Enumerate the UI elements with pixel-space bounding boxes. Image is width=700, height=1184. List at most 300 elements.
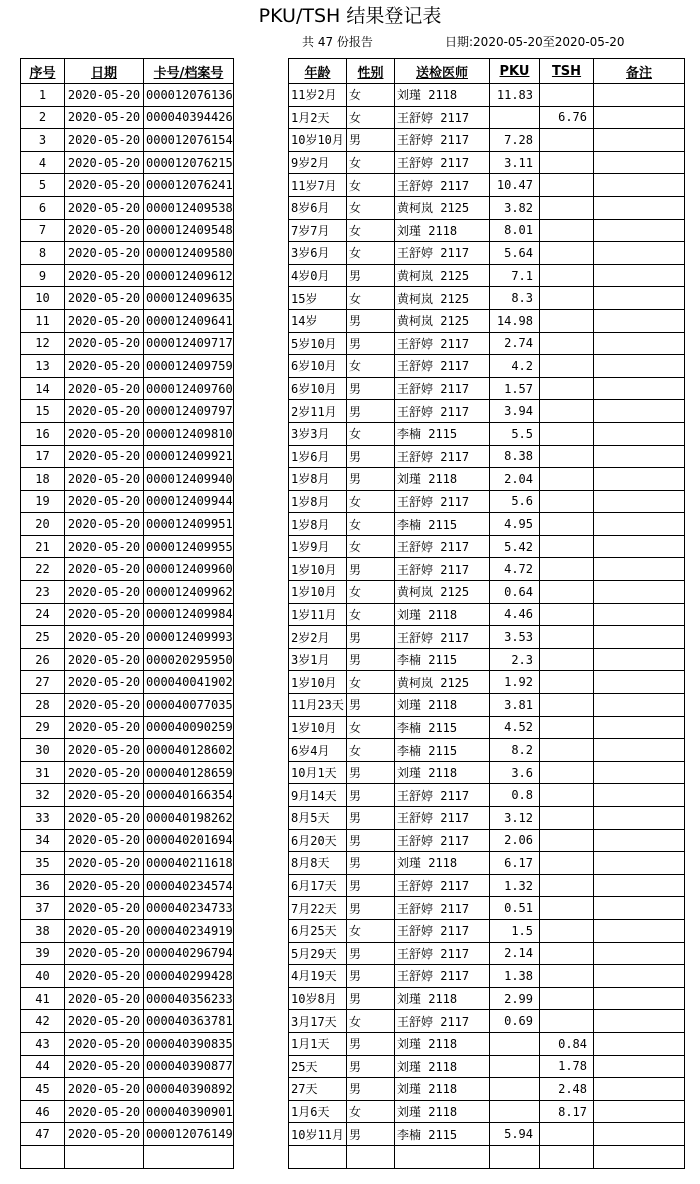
cell-index: 19 [21,490,65,513]
cell-gap [234,829,289,852]
cell-age: 6月20天 [289,829,347,852]
cell-card: 000040090259 [144,716,234,739]
cell-sex: 男 [347,400,395,423]
cell-sex: 男 [347,558,395,581]
cell-remark [594,581,685,604]
cell-gap [234,355,289,378]
cell-remark [594,1055,685,1078]
cell-card: 000012076149 [144,1123,234,1146]
cell-index: 16 [21,422,65,445]
cell-pku: 11.83 [490,84,540,107]
cell-gap [234,84,289,107]
table-row [21,852,685,875]
cell-doctor: 黄柯岚 2125 [395,264,490,287]
cell-gap [234,648,289,671]
cell-index: 34 [21,829,65,852]
cell-remark [594,490,685,513]
cell-doctor: 刘瑾 2118 [395,1078,490,1101]
cell-pku [490,106,540,129]
cell-age: 2岁11月 [289,400,347,423]
cell-tsh [540,716,594,739]
cell-sex: 女 [347,84,395,107]
cell-tsh [540,919,594,942]
cell-age: 8岁6月 [289,196,347,219]
cell-pku: 10.47 [490,174,540,197]
cell-pku: 7.28 [490,129,540,152]
cell-sex: 男 [347,468,395,491]
cell-tsh [540,874,594,897]
cell-date: 2020-05-20 [65,174,144,197]
cell-doctor: 王舒婷 2117 [395,400,490,423]
cell-index: 30 [21,739,65,762]
cell-index: 3 [21,129,65,152]
cell-remark [594,355,685,378]
table-row [21,490,685,513]
cell-doctor: 黄柯岚 2125 [395,287,490,310]
cell-card: 000012409760 [144,377,234,400]
cell-card: 000040394426 [144,106,234,129]
cell-pku: 6.17 [490,852,540,875]
cell-age: 4岁0月 [289,264,347,287]
cell-card: 000012409810 [144,422,234,445]
cell-pku: 1.5 [490,919,540,942]
cell-index: 22 [21,558,65,581]
cell-tsh [540,332,594,355]
table-row [21,942,685,965]
table-row [21,129,685,152]
cell-doctor: 王舒婷 2117 [395,558,490,581]
cell-index: 8 [21,242,65,265]
cell-index: 33 [21,807,65,830]
cell-remark [594,332,685,355]
cell-date: 2020-05-20 [65,581,144,604]
cell-age: 7月22天 [289,897,347,920]
cell-sex: 男 [347,264,395,287]
col-header-gap [234,59,289,84]
cell-gap [234,852,289,875]
cell-doctor: 王舒婷 2117 [395,355,490,378]
cell-date: 2020-05-20 [65,784,144,807]
col-header-remark: 备注 [594,59,685,84]
cell-sex: 男 [347,784,395,807]
cell-doctor: 刘瑾 2118 [395,1100,490,1123]
cell-remark [594,919,685,942]
cell-tsh [540,513,594,536]
cell-card: 000040128602 [144,739,234,762]
cell-pku: 2.14 [490,942,540,965]
cell-sex: 女 [347,739,395,762]
cell-date [65,1145,144,1168]
cell-pku: 0.64 [490,581,540,604]
table-row [21,648,685,671]
cell-remark [594,151,685,174]
cell-pku: 2.99 [490,987,540,1010]
cell-index: 18 [21,468,65,491]
cell-pku: 2.3 [490,648,540,671]
cell-card: 000012409960 [144,558,234,581]
cell-remark [594,852,685,875]
cell-date: 2020-05-20 [65,694,144,717]
cell-age: 10岁8月 [289,987,347,1010]
cell-gap [234,377,289,400]
cell-gap [234,219,289,242]
cell-sex: 男 [347,761,395,784]
cell-doctor: 刘瑾 2118 [395,987,490,1010]
cell-tsh [540,965,594,988]
cell-doctor: 王舒婷 2117 [395,445,490,468]
cell-gap [234,739,289,762]
table-row [21,603,685,626]
cell-remark [594,242,685,265]
cell-tsh [540,309,594,332]
cell-remark [594,987,685,1010]
cell-remark [594,174,685,197]
col-header-tsh: TSH [540,59,594,84]
cell-pku: 5.6 [490,490,540,513]
cell-date: 2020-05-20 [65,129,144,152]
cell-doctor: 黄柯岚 2125 [395,196,490,219]
cell-sex: 男 [347,874,395,897]
cell-card: 000040234733 [144,897,234,920]
cell-tsh [540,1123,594,1146]
cell-sex: 男 [347,648,395,671]
cell-gap [234,106,289,129]
cell-gap [234,468,289,491]
cell-remark [594,942,685,965]
cell-card: 000012409962 [144,581,234,604]
cell-pku: 4.72 [490,558,540,581]
cell-date: 2020-05-20 [65,513,144,536]
cell-gap [234,264,289,287]
table-row [21,1123,685,1146]
cell-gap [234,581,289,604]
cell-pku: 1.32 [490,874,540,897]
col-header-date: 日期 [65,59,144,84]
cell-index: 41 [21,987,65,1010]
table-row [21,422,685,445]
table-row [21,626,685,649]
cell-age: 14岁 [289,309,347,332]
cell-card: 000040077035 [144,694,234,717]
cell-date: 2020-05-20 [65,648,144,671]
cell-remark [594,739,685,762]
cell-age: 10岁10月 [289,129,347,152]
cell-index: 6 [21,196,65,219]
cell-gap [234,196,289,219]
cell-date: 2020-05-20 [65,807,144,830]
cell-sex: 女 [347,671,395,694]
cell-remark [594,535,685,558]
cell-doctor: 王舒婷 2117 [395,942,490,965]
cell-gap [234,287,289,310]
cell-doctor: 王舒婷 2117 [395,965,490,988]
cell-sex: 女 [347,1100,395,1123]
cell-remark [594,1010,685,1033]
table-body [21,84,685,1169]
cell-gap [234,242,289,265]
cell-pku: 4.2 [490,355,540,378]
cell-pku: 3.12 [490,807,540,830]
table-row [21,513,685,536]
cell-age: 6月25天 [289,919,347,942]
cell-card: 000040198262 [144,807,234,830]
cell-age: 1岁8月 [289,468,347,491]
cell-gap [234,422,289,445]
cell-gap [234,874,289,897]
cell-doctor: 黄柯岚 2125 [395,581,490,604]
table-row [21,535,685,558]
cell-gap [234,603,289,626]
cell-age: 5月29天 [289,942,347,965]
cell-doctor: 刘瑾 2118 [395,219,490,242]
cell-tsh [540,648,594,671]
table-row [21,1078,685,1101]
cell-card: 000040166354 [144,784,234,807]
cell-index: 13 [21,355,65,378]
table-row [21,581,685,604]
cell-gap [234,965,289,988]
cell-gap [234,174,289,197]
cell-pku: 4.52 [490,716,540,739]
cell-card: 000040363781 [144,1010,234,1033]
cell-tsh [540,829,594,852]
col-header-index: 序号 [21,59,65,84]
cell-date: 2020-05-20 [65,106,144,129]
cell-card: 000012409921 [144,445,234,468]
cell-card: 000040041902 [144,671,234,694]
cell-doctor: 刘瑾 2118 [395,84,490,107]
cell-date: 2020-05-20 [65,309,144,332]
cell-sex: 女 [347,581,395,604]
cell-sex: 男 [347,987,395,1010]
cell-doctor: 王舒婷 2117 [395,1010,490,1033]
cell-date: 2020-05-20 [65,1032,144,1055]
cell-date: 2020-05-20 [65,264,144,287]
cell-card: 000040390901 [144,1100,234,1123]
cell-gap [234,1032,289,1055]
cell-index: 47 [21,1123,65,1146]
cell-card: 000040296794 [144,942,234,965]
cell-date: 2020-05-20 [65,490,144,513]
cell-tsh [540,490,594,513]
cell-date: 2020-05-20 [65,535,144,558]
cell-sex: 男 [347,965,395,988]
cell-age: 3岁3月 [289,422,347,445]
cell-date: 2020-05-20 [65,377,144,400]
cell-doctor: 李楠 2115 [395,648,490,671]
cell-date: 2020-05-20 [65,355,144,378]
cell-gap [234,400,289,423]
cell-tsh [540,535,594,558]
cell-index: 39 [21,942,65,965]
cell-index [21,1145,65,1168]
cell-tsh [540,739,594,762]
cell-tsh [540,84,594,107]
cell-age: 9岁2月 [289,151,347,174]
cell-gap [234,513,289,536]
cell-doctor: 刘瑾 2118 [395,852,490,875]
cell-pku: 8.01 [490,219,540,242]
cell-doctor: 王舒婷 2117 [395,807,490,830]
col-header-pku: PKU [490,59,540,84]
cell-age: 1岁8月 [289,513,347,536]
cell-tsh [540,987,594,1010]
table-row [21,287,685,310]
cell-card: 000012409944 [144,490,234,513]
cell-doctor: 王舒婷 2117 [395,174,490,197]
cell-date: 2020-05-20 [65,332,144,355]
cell-gap [234,1010,289,1033]
cell-pku: 2.74 [490,332,540,355]
cell-remark [594,264,685,287]
cell-remark [594,1145,685,1168]
cell-tsh [540,581,594,604]
cell-age: 4月19天 [289,965,347,988]
cell-remark [594,84,685,107]
cell-remark [594,648,685,671]
cell-doctor: 王舒婷 2117 [395,490,490,513]
cell-age [289,1145,347,1168]
cell-date: 2020-05-20 [65,84,144,107]
cell-age: 1岁10月 [289,558,347,581]
cell-gap [234,1145,289,1168]
cell-pku: 0.51 [490,897,540,920]
cell-remark [594,422,685,445]
cell-index: 44 [21,1055,65,1078]
cell-pku: 0.8 [490,784,540,807]
cell-index: 1 [21,84,65,107]
cell-index: 17 [21,445,65,468]
cell-tsh [540,196,594,219]
cell-tsh [540,603,594,626]
cell-card [144,1145,234,1168]
cell-doctor [395,1145,490,1168]
cell-pku: 3.94 [490,400,540,423]
cell-age: 1岁10月 [289,581,347,604]
cell-age: 3月17天 [289,1010,347,1033]
cell-tsh [540,129,594,152]
cell-gap [234,1100,289,1123]
cell-sex [347,1145,395,1168]
page-title: PKU/TSH 结果登记表 [258,5,442,27]
cell-gap [234,1055,289,1078]
cell-index: 42 [21,1010,65,1033]
cell-remark [594,807,685,830]
cell-pku: 1.92 [490,671,540,694]
cell-remark [594,1032,685,1055]
cell-index: 28 [21,694,65,717]
cell-age: 6岁4月 [289,739,347,762]
cell-doctor: 黄柯岚 2125 [395,671,490,694]
cell-gap [234,332,289,355]
cell-pku: 2.06 [490,829,540,852]
cell-sex: 女 [347,919,395,942]
cell-card: 000040299428 [144,965,234,988]
cell-doctor: 李楠 2115 [395,716,490,739]
cell-remark [594,400,685,423]
table-row [21,1100,685,1123]
cell-card: 000040234919 [144,919,234,942]
cell-doctor: 王舒婷 2117 [395,535,490,558]
cell-pku: 3.81 [490,694,540,717]
cell-date: 2020-05-20 [65,196,144,219]
cell-index: 4 [21,151,65,174]
cell-date: 2020-05-20 [65,1100,144,1123]
cell-tsh [540,852,594,875]
cell-sex: 女 [347,490,395,513]
cell-index: 26 [21,648,65,671]
cell-tsh [540,626,594,649]
cell-card: 000012409797 [144,400,234,423]
cell-card: 000040201694 [144,829,234,852]
cell-age: 1月2天 [289,106,347,129]
table-row [21,784,685,807]
cell-index: 5 [21,174,65,197]
cell-index: 15 [21,400,65,423]
cell-card: 000012076154 [144,129,234,152]
cell-gap [234,694,289,717]
cell-sex: 男 [347,694,395,717]
cell-tsh [540,694,594,717]
cell-remark [594,897,685,920]
cell-index: 24 [21,603,65,626]
cell-sex: 男 [347,942,395,965]
cell-sex: 女 [347,287,395,310]
table-row [21,196,685,219]
cell-remark [594,468,685,491]
cell-tsh [540,287,594,310]
cell-tsh [540,807,594,830]
cell-gap [234,490,289,513]
cell-date: 2020-05-20 [65,852,144,875]
cell-pku: 5.64 [490,242,540,265]
cell-sex: 女 [347,174,395,197]
cell-tsh [540,377,594,400]
cell-date: 2020-05-20 [65,603,144,626]
cell-doctor: 黄柯岚 2125 [395,309,490,332]
table-row [21,987,685,1010]
cell-gap [234,445,289,468]
table-row [21,716,685,739]
date-range: 日期:2020-05-20至2020-05-20 [445,35,625,49]
cell-date: 2020-05-20 [65,942,144,965]
cell-remark [594,626,685,649]
cell-tsh [540,942,594,965]
table-row [21,829,685,852]
cell-gap [234,626,289,649]
cell-pku: 5.94 [490,1123,540,1146]
cell-date: 2020-05-20 [65,919,144,942]
cell-age: 3岁1月 [289,648,347,671]
cell-sex: 男 [347,1032,395,1055]
cell-doctor: 刘瑾 2118 [395,1055,490,1078]
cell-age: 9月14天 [289,784,347,807]
table-row [21,151,685,174]
cell-card: 000012409580 [144,242,234,265]
cell-card: 000012409759 [144,355,234,378]
cell-tsh [540,671,594,694]
cell-tsh: 2.48 [540,1078,594,1101]
cell-gap [234,807,289,830]
cell-gap [234,558,289,581]
cell-tsh [540,558,594,581]
cell-doctor: 王舒婷 2117 [395,626,490,649]
cell-date: 2020-05-20 [65,671,144,694]
cell-age: 1岁10月 [289,716,347,739]
cell-age: 11岁7月 [289,174,347,197]
cell-remark [594,1100,685,1123]
cell-age: 2岁2月 [289,626,347,649]
